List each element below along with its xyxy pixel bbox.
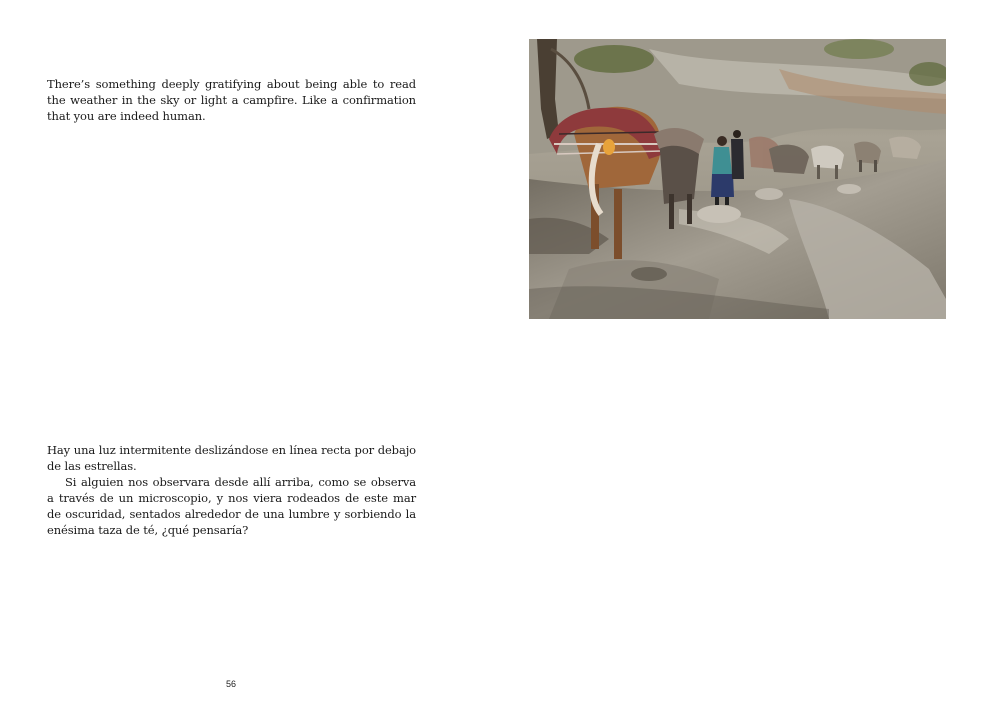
spanish-text-block: [47, 442, 416, 538]
page-number: 56: [225, 679, 236, 689]
spanish-paragraph-2: Si alguien nos observara desde allí arriba, como se observa a través de un microscopio, y nos viera rodeados de este mar de oscuridad, sentados alrededor de una lumbre y sorbiendo la enésima taza de té, ¿qué pensaría?: [47, 475, 416, 537]
spanish-paragraph-1: Hay una luz intermitente deslizándose en línea recta por debajo de las estrellas.: [47, 443, 416, 473]
mule-caravan-photo: [529, 39, 946, 319]
english-text-block: [47, 76, 416, 124]
photo-mule-caravan-icon: [529, 39, 946, 319]
right-page: [492, 0, 983, 717]
english-paragraph: There’s something deeply gratifying about being able to read the weather in the sky or light a campfire. Like a confirmation that you are indeed human.: [47, 77, 416, 123]
